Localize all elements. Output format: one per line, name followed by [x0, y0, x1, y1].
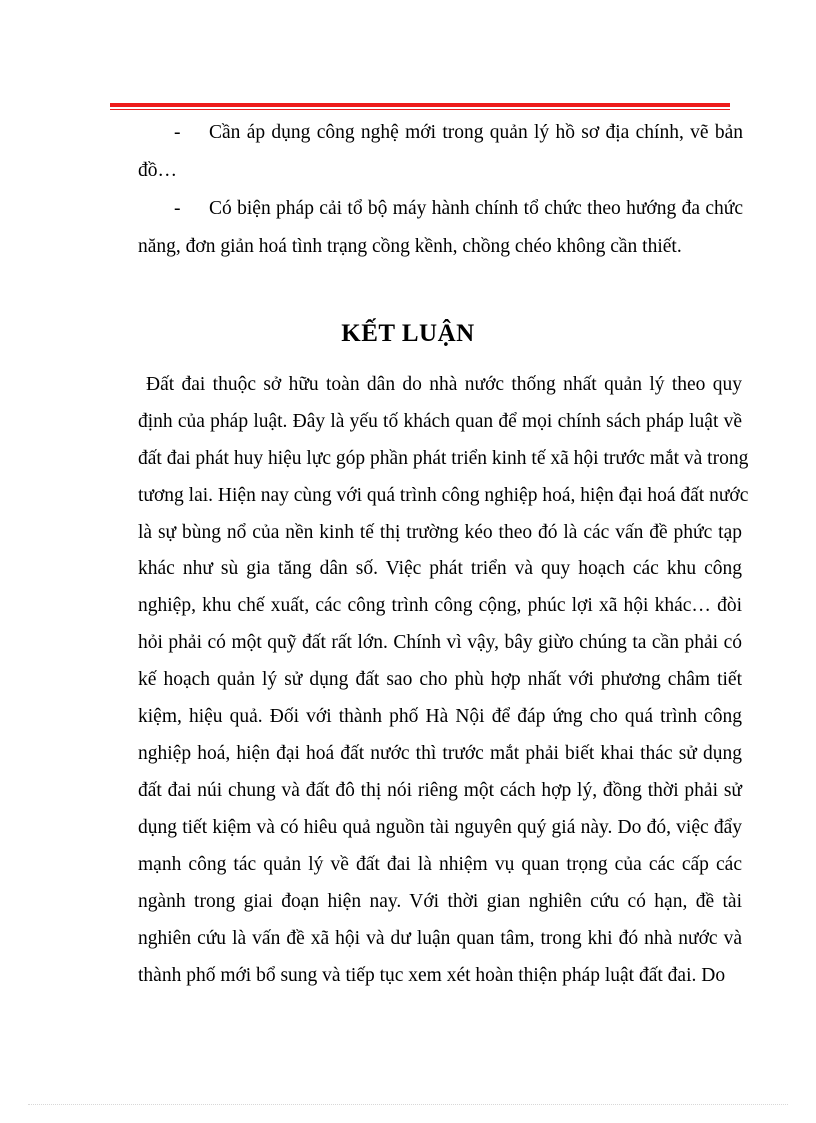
header-rule-thin	[110, 109, 730, 110]
paragraph-line: Đất đai thuộc sở hữu toàn dân do nhà nước thống nhất quản lý theo quy	[146, 374, 742, 395]
paragraph-line: ngành trong giai đoạn hiện nay. Với thời gian nghiên cứu có hạn, đề tài	[138, 891, 742, 912]
bullet-text: Có biện pháp cải tổ bộ máy hành chính tổ chức theo hướng đa chức năng, đơn giản hoá tình trạng cồng kềnh, chồng chéo không cần thiết.	[138, 198, 743, 257]
paragraph-line: nghiệp hoá, hiện đại hoá đất nước thì trước mắt phải biết khai thác sử dụng	[138, 743, 742, 764]
bullet-text: Cần áp dụng công nghệ mới trong quản lý hồ sơ địa chính, vẽ bản đồ…	[138, 122, 743, 181]
paragraph-line: dụng tiết kiệm và có hiêu quả nguồn tài nguyên quý giá này. Do đó, việc đẩy	[138, 817, 742, 838]
section-title: KẾT LUẬN	[341, 320, 475, 347]
paragraph-line: định của pháp luật. Đây là yếu tố khách quan để mọi chính sách pháp luật về	[138, 411, 742, 432]
paragraph-line: khác như sù gia tăng dân số. Việc phát triển và quy hoạch các khu công	[138, 558, 742, 579]
paragraph-line: nghiệp, khu chế xuất, các công trình công cộng, phúc lợi xã hội khác… đòi	[138, 595, 742, 616]
footer-divider	[28, 1104, 788, 1105]
paragraph-line: kế hoạch quản lý sử dụng đất sao cho phù hợp nhất với phương châm tiết	[138, 669, 742, 690]
paragraph-line: đất đai phát huy hiệu lực góp phần phát triển kinh tế xã hội trước mắt và trong	[138, 448, 749, 469]
paragraph-line: nghiên cứu là vấn đề xã hội và dư luận quan tâm, trong khi đó nhà nước và	[138, 928, 742, 949]
paragraph-line: tương lai. Hiện nay cùng với quá trình công nghiệp hoá, hiện đại hoá đất nước	[138, 485, 749, 506]
paragraph-line: hỏi phải có một quỹ đất rất lớn. Chính vì vậy, bây giừo chúng ta cần phải có	[138, 632, 742, 653]
paragraph-line: thành phố mới bổ sung và tiếp tục xem xét hoàn thiện pháp luật đất đai. Do	[138, 965, 726, 986]
paragraph-line: là sự bùng nổ của nền kinh tế thị trường kéo theo đó là các vấn đề phức tạp	[138, 522, 742, 543]
bullet-dash: -	[174, 122, 181, 143]
paragraph-line: kiệm, hiệu quả. Đối với thành phố Hà Nội để đáp ứng cho quá trình công	[138, 706, 742, 727]
bullet-item	[138, 190, 743, 266]
paragraph-line: đất đai núi chung và đất đô thị nói riêng một cách hợp lý, đồng thời phải sử	[138, 780, 742, 801]
paragraph-line: mạnh công tác quản lý về đất đai là nhiệm vụ quan trọng của các cấp các	[138, 854, 742, 875]
bullet-dash: -	[174, 198, 181, 219]
header-rule-thick	[110, 103, 730, 107]
bullet-item	[138, 114, 743, 190]
